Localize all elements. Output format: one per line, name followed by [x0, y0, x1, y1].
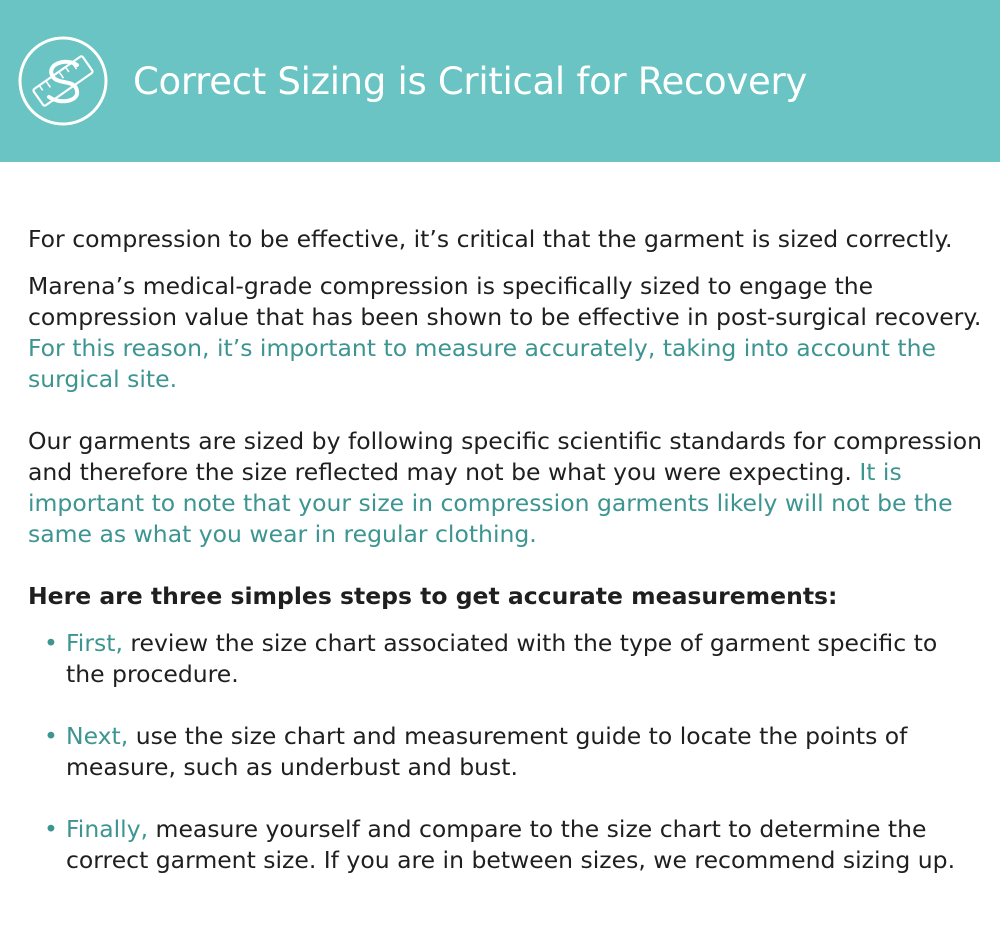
paragraph-sizing-text: Marena’s medical-grade compression is specifically sized to engage the compression value that has been shown to be effective in post-surgical recovery. — [28, 272, 982, 331]
step-text: use the size chart and measurement guide to locate the points of measure, such as underbust and bust. — [66, 722, 908, 781]
paragraph-standards-highlight: It is important to note that your size in compression garments likely will not be the same as what you wear in regular clothing. — [28, 458, 953, 548]
step-text: review the size chart associated with the type of garment specific to the procedure. — [66, 629, 938, 688]
content-body — [28, 224, 983, 907]
intro-text: For compression to be effective, it’s critical that the garment is sized correctly. — [28, 225, 953, 253]
bullet-icon: • — [44, 629, 58, 657]
step-lead: Finally, — [66, 815, 149, 843]
step-lead: First, — [66, 629, 123, 657]
list-item — [28, 721, 983, 783]
ruler-s-logo-icon — [17, 35, 109, 127]
page-title: Correct Sizing is Critical for Recovery — [133, 60, 807, 103]
step-lead: Next, — [66, 722, 129, 750]
paragraph-standards — [28, 426, 983, 550]
paragraph-standards-text: Our garments are sized by following specific scientific standards for compression and therefore the size reflected may not be what you were expecting. — [28, 427, 983, 486]
steps-list — [28, 628, 983, 876]
header-banner — [0, 0, 1000, 162]
paragraph-sizing-highlight: For this reason, it’s important to measure accurately, taking into account the surgical site. — [28, 334, 936, 393]
bullet-icon: • — [44, 722, 58, 750]
step-text: measure yourself and compare to the size chart to determine the correct garment size. If you are in between sizes, we recommend sizing up. — [66, 815, 956, 874]
list-item — [28, 814, 983, 876]
list-item — [28, 628, 983, 690]
steps-heading: Here are three simples steps to get accurate measurements: — [28, 582, 838, 610]
bullet-icon: • — [44, 815, 58, 843]
paragraph-sizing — [28, 271, 983, 395]
